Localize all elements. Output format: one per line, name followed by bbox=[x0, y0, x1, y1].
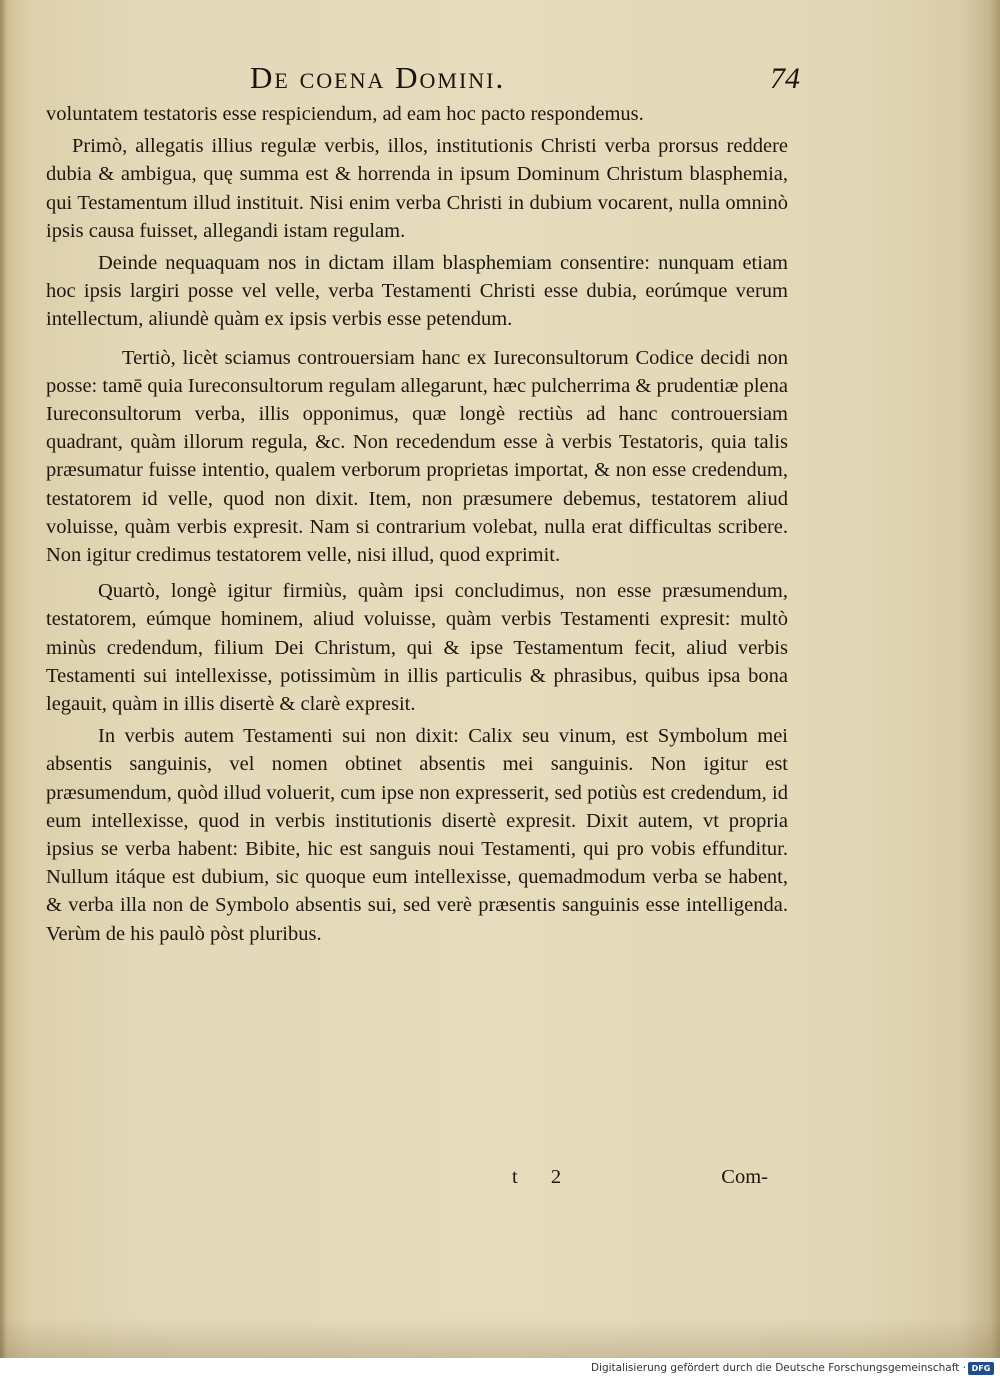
page-number: 74 bbox=[770, 62, 800, 95]
paragraph-2: Primò, allegatis illius regulæ verbis, illos, institutionis Christi verba prorsus reddere dubia & ambigua, quę summa est & horrenda in ipsum Dominum Christum blasphemia, qui Testamentum illud instituit. Nisi enim verba Christi in dubium vocarent, nulla omninò ipsis causa fuisset, allegandi istam regulam. bbox=[46, 135, 788, 242]
funding-credit: Digitalisierung gefördert durch die Deutsche Forschungsgemeinschaft · bbox=[590, 1362, 966, 1374]
page-header bbox=[250, 60, 800, 100]
page-footer bbox=[46, 1166, 788, 1196]
body-text bbox=[46, 100, 788, 948]
paragraph-3: Deinde nequaquam nos in dictam illam blasphemiam consentire: nunquam etiam hoc ipsis largiri posse vel velle, verba Testamenti Christi esse dubia, eorúmque verum intellectum, aliundè quàm ex ipsis verbis esse petendum. bbox=[46, 252, 788, 331]
paragraph-5: Quartò, longè igitur firmiùs, quàm ipsi concludimus, non esse præsumendum, testatorem, eúmque hominem, aliud voluisse, quàm verbis Testamenti expresit: multò minùs credendum, filium Dei Christum, qui & ipse Testamentum fecit, aliud verbis Testamenti sui intellexisse, potissimùm in illis particulis & phrasibus, quibus ipsa bona legauit, quàm in illis disertè & clarè expresit. bbox=[46, 580, 788, 716]
paragraph-4: Tertiò, licèt sciamus controuersiam hanc ex Iureconsultorum Codice decidi non posse: tamē quia Iureconsultorum regulam allegarunt, hæc pulcherrima & prudentiæ plena Iureconsultorum verba, illis opponimus, quæ longè rectiùs ad hanc controuersiam quadrant, quàm illorum regula, &c. Non recedendum esse à verbis Testatoris, quia talis præsumatur fuisse intentio, qualem verborum proprietas importat, & non esse credendum, testatorem id velle, quod non dixit. Item, non præsumere debemus, testatorem aliud voluisse, quàm verbis expresit. Nam si contrarium volebat, nulla erat difficultas scribere. Non igitur credimus testatorem velle, nisi illud, quod exprimit. bbox=[46, 346, 788, 567]
paragraph-6: In verbis autem Testamenti sui non dixit: Calix seu vinum, est Symbolum mei absentis sanguinis, vel nomen obtinet absentis mei sanguinis. Non igitur est præsumendum, quòd illud voluerit, cum ipse non expresserit, sed potiùs est credendum, id eum intellexisse, quod in verbis institutionis disertè expresit. Dixit autem, vt propria ipsius se verba habent: Bibite, hic est sanguis noui Testamenti, qui pro vobis effunditur. Nullum itáque est dubium, sic quoque eum intellexisse, quemadmodum verba se habent, & verba illa non de Symbolo absentis sui, sed verè præsentis sanguinis esse intelligenda. Verùm de his paulò pòst pluribus. bbox=[46, 725, 788, 945]
signature-mark: t 2 bbox=[512, 1166, 576, 1188]
page-edge bbox=[0, 0, 6, 1358]
dfg-logo-icon: DFG bbox=[968, 1362, 994, 1375]
running-title: De coena Domini. bbox=[250, 60, 506, 95]
catchword: Com- bbox=[721, 1166, 768, 1188]
paragraph-1: voluntatem testatoris esse respiciendum, ad eam hoc pacto respondemus. bbox=[46, 103, 644, 125]
